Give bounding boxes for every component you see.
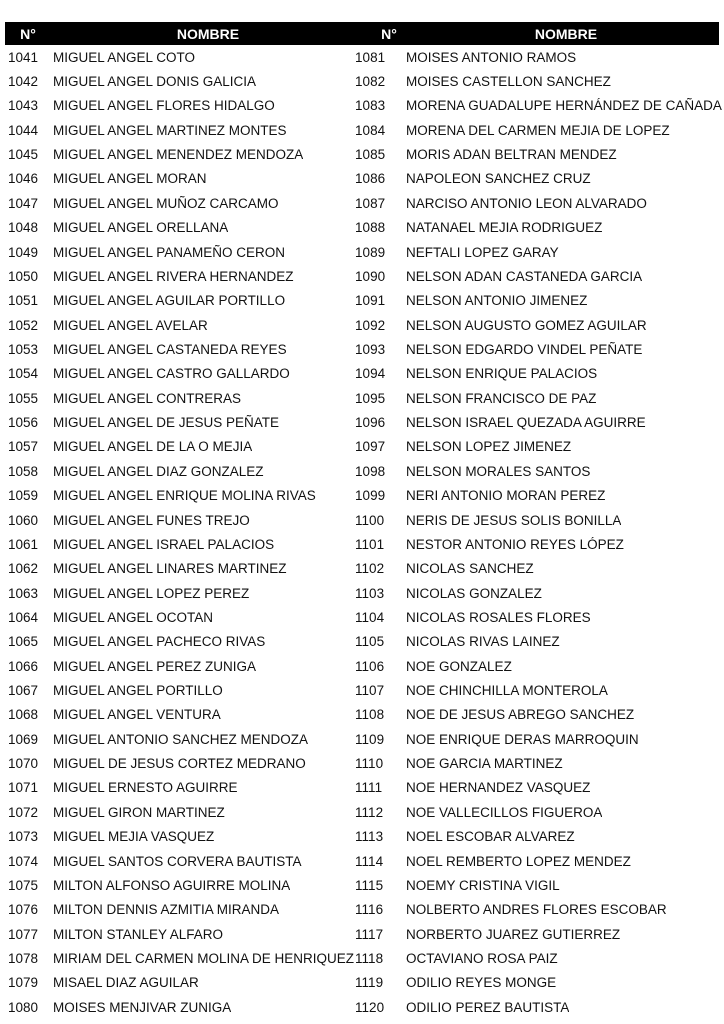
- row-name: MIGUEL ANGEL AVELAR: [53, 317, 208, 333]
- row-number: 1048: [8, 220, 39, 236]
- row-number: 1057: [8, 439, 39, 455]
- row-number: 1086: [355, 171, 386, 187]
- row-number: 1111: [355, 780, 383, 796]
- row-number: 1098: [355, 463, 386, 479]
- row-name: NELSON AUGUSTO GOMEZ AGUILAR: [406, 317, 647, 333]
- row-name: MIGUEL ANGEL PANAMEÑO CERON: [53, 244, 286, 260]
- row-number: 1100: [355, 512, 385, 528]
- table-row: [354, 410, 722, 434]
- row-name: MIGUEL ANGEL CASTRO GALLARDO: [53, 366, 290, 382]
- table-row: [354, 337, 722, 361]
- row-name: NELSON MORALES SANTOS: [406, 463, 591, 479]
- row-number: 1119: [355, 975, 384, 991]
- row-number: 1108: [355, 707, 385, 723]
- row-name: NELSON LOPEZ JIMENEZ: [406, 439, 572, 455]
- table-row: [354, 94, 722, 118]
- row-number: 1072: [8, 804, 39, 820]
- row-number: 1041: [8, 49, 39, 65]
- table-row: [354, 654, 722, 678]
- row-name: NOLBERTO ANDRES FLORES ESCOBAR: [406, 902, 667, 918]
- row-number: 1117: [355, 926, 384, 942]
- table-row: [5, 678, 354, 702]
- row-name: MIGUEL ANGEL PEREZ ZUNIGA: [53, 658, 257, 674]
- row-name: MOISES ANTONIO RAMOS: [406, 49, 577, 65]
- row-number: 1110: [355, 756, 384, 772]
- row-name: NOEMY CRISTINA VIGIL: [406, 877, 560, 893]
- row-number: 1091: [355, 293, 386, 309]
- row-name: MIGUEL ERNESTO AGUIRRE: [53, 780, 238, 796]
- row-name: NELSON EDGARDO VINDEL PEÑATE: [406, 341, 643, 357]
- table-row: [5, 800, 354, 824]
- row-number: 1114: [355, 853, 384, 869]
- row-number: 1112: [355, 804, 384, 820]
- row-name: MIGUEL ANGEL RIVERA HERNANDEZ: [53, 268, 294, 284]
- table-row: [354, 167, 722, 191]
- row-name: MISAEL DIAZ AGUILAR: [53, 975, 199, 991]
- row-name: NELSON ISRAEL QUEZADA AGUIRRE: [406, 415, 646, 431]
- row-name: MIGUEL ANGEL ORELLANA: [53, 220, 229, 236]
- row-number: 1094: [355, 366, 386, 382]
- row-number: 1096: [355, 415, 386, 431]
- table-row: [354, 508, 722, 532]
- row-name: MILTON STANLEY ALFARO: [53, 926, 224, 942]
- row-number: 1061: [8, 536, 39, 552]
- row-number: 1097: [355, 439, 386, 455]
- row-name: MORENA DEL CARMEN MEJIA DE LOPEZ: [406, 122, 670, 138]
- table-row: [5, 264, 354, 288]
- row-number: 1052: [8, 317, 39, 333]
- table-row: [5, 289, 354, 313]
- row-name: MIGUEL ANGEL MORAN: [53, 171, 207, 187]
- row-name: NERIS DE JESUS SOLIS BONILLA: [406, 512, 622, 528]
- row-number: 1107: [355, 683, 385, 699]
- table-row: [354, 776, 722, 800]
- table-row: [354, 264, 722, 288]
- row-number: 1054: [8, 366, 39, 382]
- table-row: [354, 289, 722, 313]
- row-name: NOE CHINCHILLA MONTEROLA: [406, 683, 608, 699]
- row-number: 1050: [8, 268, 39, 284]
- row-name: MILTON ALFONSO AGUIRRE MOLINA: [53, 877, 291, 893]
- table-row: [354, 557, 722, 581]
- row-number: 1088: [355, 220, 386, 236]
- row-number: 1087: [355, 195, 386, 211]
- row-name: MIGUEL GIRON MARTINEZ: [53, 804, 225, 820]
- table-row: [5, 630, 354, 654]
- row-name: MIGUEL ANGEL MARTINEZ MONTES: [53, 122, 287, 138]
- row-number: 1089: [355, 244, 386, 260]
- row-name: NOE HERNANDEZ VASQUEZ: [406, 780, 591, 796]
- row-name: NELSON ADAN CASTANEDA GARCIA: [406, 268, 643, 284]
- table-row: [5, 995, 354, 1019]
- row-name: NICOLAS SANCHEZ: [406, 561, 534, 577]
- row-name: MIGUEL MEJIA VASQUEZ: [53, 829, 215, 845]
- row-name: MIGUEL ANGEL COTO: [53, 49, 196, 65]
- row-name: NOE VALLECILLOS FIGUEROA: [406, 804, 603, 820]
- table-row: [354, 142, 722, 166]
- row-name: MORIS ADAN BELTRAN MENDEZ: [406, 147, 617, 163]
- table-row: [5, 313, 354, 337]
- table-row: [354, 678, 722, 702]
- row-number: 1077: [8, 926, 39, 942]
- row-name: MILTON DENNIS AZMITIA MIRANDA: [53, 902, 280, 918]
- row-name: NARCISO ANTONIO LEON ALVARADO: [406, 195, 647, 211]
- row-number: 1093: [355, 341, 386, 357]
- left-column: [5, 45, 354, 1019]
- table-row: [5, 776, 354, 800]
- table-row: [5, 240, 354, 264]
- table-row: [354, 605, 722, 629]
- row-name: NOE GONZALEZ: [406, 658, 512, 674]
- row-name: MIGUEL ANGEL DIAZ GONZALEZ: [53, 463, 264, 479]
- row-number: 1103: [355, 585, 385, 601]
- header-name-right: NOMBRE: [534, 25, 598, 42]
- row-number: 1064: [8, 609, 39, 625]
- table-row: [354, 873, 722, 897]
- table-row: [5, 362, 354, 386]
- table-row: [354, 45, 722, 69]
- table-row: [5, 946, 354, 970]
- row-number: 1084: [355, 122, 386, 138]
- row-name: NOE GARCIA MARTINEZ: [406, 756, 563, 772]
- table-row: [5, 435, 354, 459]
- row-name: MIGUEL ANGEL VENTURA: [53, 707, 221, 723]
- row-number: 1063: [8, 585, 39, 601]
- row-number: 1071: [8, 780, 39, 796]
- row-number: 1074: [8, 853, 39, 869]
- row-number: 1115: [355, 877, 384, 893]
- table-row: [354, 532, 722, 556]
- row-number: 1106: [355, 658, 385, 674]
- table-row: [354, 386, 722, 410]
- row-number: 1090: [355, 268, 386, 284]
- row-number: 1073: [8, 829, 39, 845]
- row-number: 1120: [355, 999, 385, 1015]
- table-row: [5, 69, 354, 93]
- table-row: [5, 605, 354, 629]
- table-row: [354, 459, 722, 483]
- table-row: [5, 727, 354, 751]
- row-name: ODILIO REYES MONGE: [406, 975, 557, 991]
- table-row: [354, 435, 722, 459]
- row-name: NATANAEL MEJIA RODRIGUEZ: [406, 220, 603, 236]
- row-name: NOE DE JESUS ABREGO SANCHEZ: [406, 707, 635, 723]
- table-row: [5, 337, 354, 361]
- table-row: [354, 581, 722, 605]
- table-row: [5, 532, 354, 556]
- row-name: MIGUEL ANTONIO SANCHEZ MENDOZA: [53, 731, 309, 747]
- table-row: [354, 703, 722, 727]
- right-column: [354, 45, 722, 1019]
- table-row: [354, 995, 722, 1019]
- table-row: [5, 971, 354, 995]
- row-name: MIGUEL ANGEL ENRIQUE MOLINA RIVAS: [53, 488, 316, 504]
- row-name: MIGUEL ANGEL PACHECO RIVAS: [53, 634, 266, 650]
- table-row: [354, 118, 722, 142]
- row-number: 1113: [355, 829, 384, 845]
- row-number: 1044: [8, 122, 39, 138]
- row-name: MIGUEL DE JESUS CORTEZ MEDRANO: [53, 756, 306, 772]
- row-number: 1042: [8, 74, 39, 90]
- row-number: 1080: [8, 999, 39, 1015]
- table-row: [5, 581, 354, 605]
- row-name: NOEL ESCOBAR ALVAREZ: [406, 829, 575, 845]
- table-row: [5, 557, 354, 581]
- row-number: 1082: [355, 74, 386, 90]
- table-row: [354, 362, 722, 386]
- row-name: MIGUEL ANGEL LINARES MARTINEZ: [53, 561, 287, 577]
- row-number: 1105: [355, 634, 385, 650]
- row-number: 1102: [355, 561, 385, 577]
- row-name: NOEL REMBERTO LOPEZ MENDEZ: [406, 853, 631, 869]
- table-row: [5, 142, 354, 166]
- row-number: 1109: [355, 731, 385, 747]
- row-number: 1079: [8, 975, 39, 991]
- row-number: 1078: [8, 950, 39, 966]
- table-row: [354, 898, 722, 922]
- row-number: 1069: [8, 731, 39, 747]
- row-name: MOISES CASTELLON SANCHEZ: [406, 74, 611, 90]
- row-name: MIGUEL ANGEL CONTRERAS: [53, 390, 242, 406]
- row-name: MIGUEL ANGEL CASTANEDA REYES: [53, 341, 287, 357]
- header-number-left: N°: [20, 25, 36, 42]
- row-number: 1068: [8, 707, 39, 723]
- table-row: [5, 459, 354, 483]
- row-number: 1059: [8, 488, 39, 504]
- row-name: NELSON ENRIQUE PALACIOS: [406, 366, 598, 382]
- row-name: MIGUEL ANGEL DONIS GALICIA: [53, 74, 257, 90]
- row-name: NEFTALI LOPEZ GARAY: [406, 244, 559, 260]
- table-row: [5, 191, 354, 215]
- row-name: NELSON FRANCISCO DE PAZ: [406, 390, 597, 406]
- table-row: [354, 313, 722, 337]
- row-name: MIGUEL SANTOS CORVERA BAUTISTA: [53, 853, 302, 869]
- row-name: OCTAVIANO ROSA PAIZ: [406, 950, 558, 966]
- table-row: [354, 216, 722, 240]
- table-row: [354, 922, 722, 946]
- table-row: [5, 216, 354, 240]
- names-table: [5, 22, 722, 1019]
- row-number: 1118: [355, 950, 384, 966]
- row-name: MIGUEL ANGEL FLORES HIDALGO: [53, 98, 275, 114]
- row-name: MIGUEL ANGEL MENENDEZ MENDOZA: [53, 147, 304, 163]
- row-name: MIGUEL ANGEL DE JESUS PEÑATE: [53, 415, 280, 431]
- row-number: 1104: [355, 609, 385, 625]
- row-number: 1076: [8, 902, 39, 918]
- row-name: MIRIAM DEL CARMEN MOLINA DE HENRIQUEZ: [53, 950, 355, 966]
- table-row: [354, 69, 722, 93]
- row-number: 1047: [8, 195, 39, 211]
- row-name: NERI ANTONIO MORAN PEREZ: [406, 488, 606, 504]
- header-number-right: N°: [381, 25, 397, 42]
- row-number: 1045: [8, 147, 39, 163]
- table-row: [354, 191, 722, 215]
- row-name: MOISES MENJIVAR ZUNIGA: [53, 999, 232, 1015]
- table-row: [5, 825, 354, 849]
- row-number: 1065: [8, 634, 39, 650]
- row-number: 1101: [355, 536, 385, 552]
- table-row: [354, 630, 722, 654]
- header-name-left: NOMBRE: [176, 25, 240, 42]
- table-body: [5, 45, 722, 1019]
- row-name: ODILIO PEREZ BAUTISTA: [406, 999, 570, 1015]
- table-row: [354, 240, 722, 264]
- table-row: [5, 94, 354, 118]
- row-name: NAPOLEON SANCHEZ CRUZ: [406, 171, 591, 187]
- row-number: 1092: [355, 317, 386, 333]
- row-number: 1075: [8, 877, 39, 893]
- row-name: MIGUEL ANGEL PORTILLO: [53, 683, 223, 699]
- row-number: 1055: [8, 390, 39, 406]
- table-row: [354, 727, 722, 751]
- row-name: MORENA GUADALUPE HERNÁNDEZ DE CAÑADA: [406, 98, 722, 114]
- row-number: 1066: [8, 658, 39, 674]
- row-number: 1083: [355, 98, 386, 114]
- table-row: [5, 751, 354, 775]
- table-row: [354, 946, 722, 970]
- table-row: [5, 118, 354, 142]
- row-name: NICOLAS ROSALES FLORES: [406, 609, 591, 625]
- row-name: MIGUEL ANGEL AGUILAR PORTILLO: [53, 293, 286, 309]
- row-number: 1053: [8, 341, 39, 357]
- row-number: 1070: [8, 756, 39, 772]
- row-number: 1081: [355, 49, 386, 65]
- row-number: 1046: [8, 171, 39, 187]
- table-row: [5, 873, 354, 897]
- table-row: [5, 849, 354, 873]
- row-name: NORBERTO JUAREZ GUTIERREZ: [406, 926, 621, 942]
- table-row: [5, 654, 354, 678]
- row-name: NICOLAS GONZALEZ: [406, 585, 542, 601]
- table-row: [5, 898, 354, 922]
- row-name: MIGUEL ANGEL FUNES TREJO: [53, 512, 250, 528]
- table-row: [354, 971, 722, 995]
- table-row: [354, 751, 722, 775]
- row-name: MIGUEL ANGEL MUÑOZ CARCAMO: [53, 195, 279, 211]
- row-number: 1062: [8, 561, 39, 577]
- row-name: MIGUEL ANGEL LOPEZ PEREZ: [53, 585, 250, 601]
- table-row: [5, 45, 354, 69]
- row-number: 1060: [8, 512, 39, 528]
- row-number: 1085: [355, 147, 386, 163]
- table-row: [5, 386, 354, 410]
- row-name: NELSON ANTONIO JIMENEZ: [406, 293, 588, 309]
- row-number: 1049: [8, 244, 39, 260]
- row-number: 1095: [355, 390, 386, 406]
- row-name: MIGUEL ANGEL ISRAEL PALACIOS: [53, 536, 275, 552]
- table-row: [5, 703, 354, 727]
- table-row: [5, 508, 354, 532]
- table-row: [5, 167, 354, 191]
- row-name: MIGUEL ANGEL DE LA O MEJIA: [53, 439, 253, 455]
- row-name: NOE ENRIQUE DERAS MARROQUIN: [406, 731, 639, 747]
- row-number: 1043: [8, 98, 39, 114]
- table-row: [5, 922, 354, 946]
- row-name: NESTOR ANTONIO REYES LÓPEZ: [406, 536, 624, 552]
- table-row: [354, 825, 722, 849]
- row-number: 1056: [8, 415, 39, 431]
- table-row: [354, 800, 722, 824]
- table-row: [5, 410, 354, 434]
- table-header: [5, 22, 719, 45]
- row-number: 1051: [8, 293, 39, 309]
- row-name: MIGUEL ANGEL OCOTAN: [53, 609, 214, 625]
- table-row: [5, 483, 354, 507]
- row-number: 1099: [355, 488, 386, 504]
- table-row: [354, 849, 722, 873]
- table-row: [354, 483, 722, 507]
- row-number: 1058: [8, 463, 39, 479]
- row-name: NICOLAS RIVAS LAINEZ: [406, 634, 560, 650]
- row-number: 1116: [355, 902, 384, 918]
- row-number: 1067: [8, 683, 39, 699]
